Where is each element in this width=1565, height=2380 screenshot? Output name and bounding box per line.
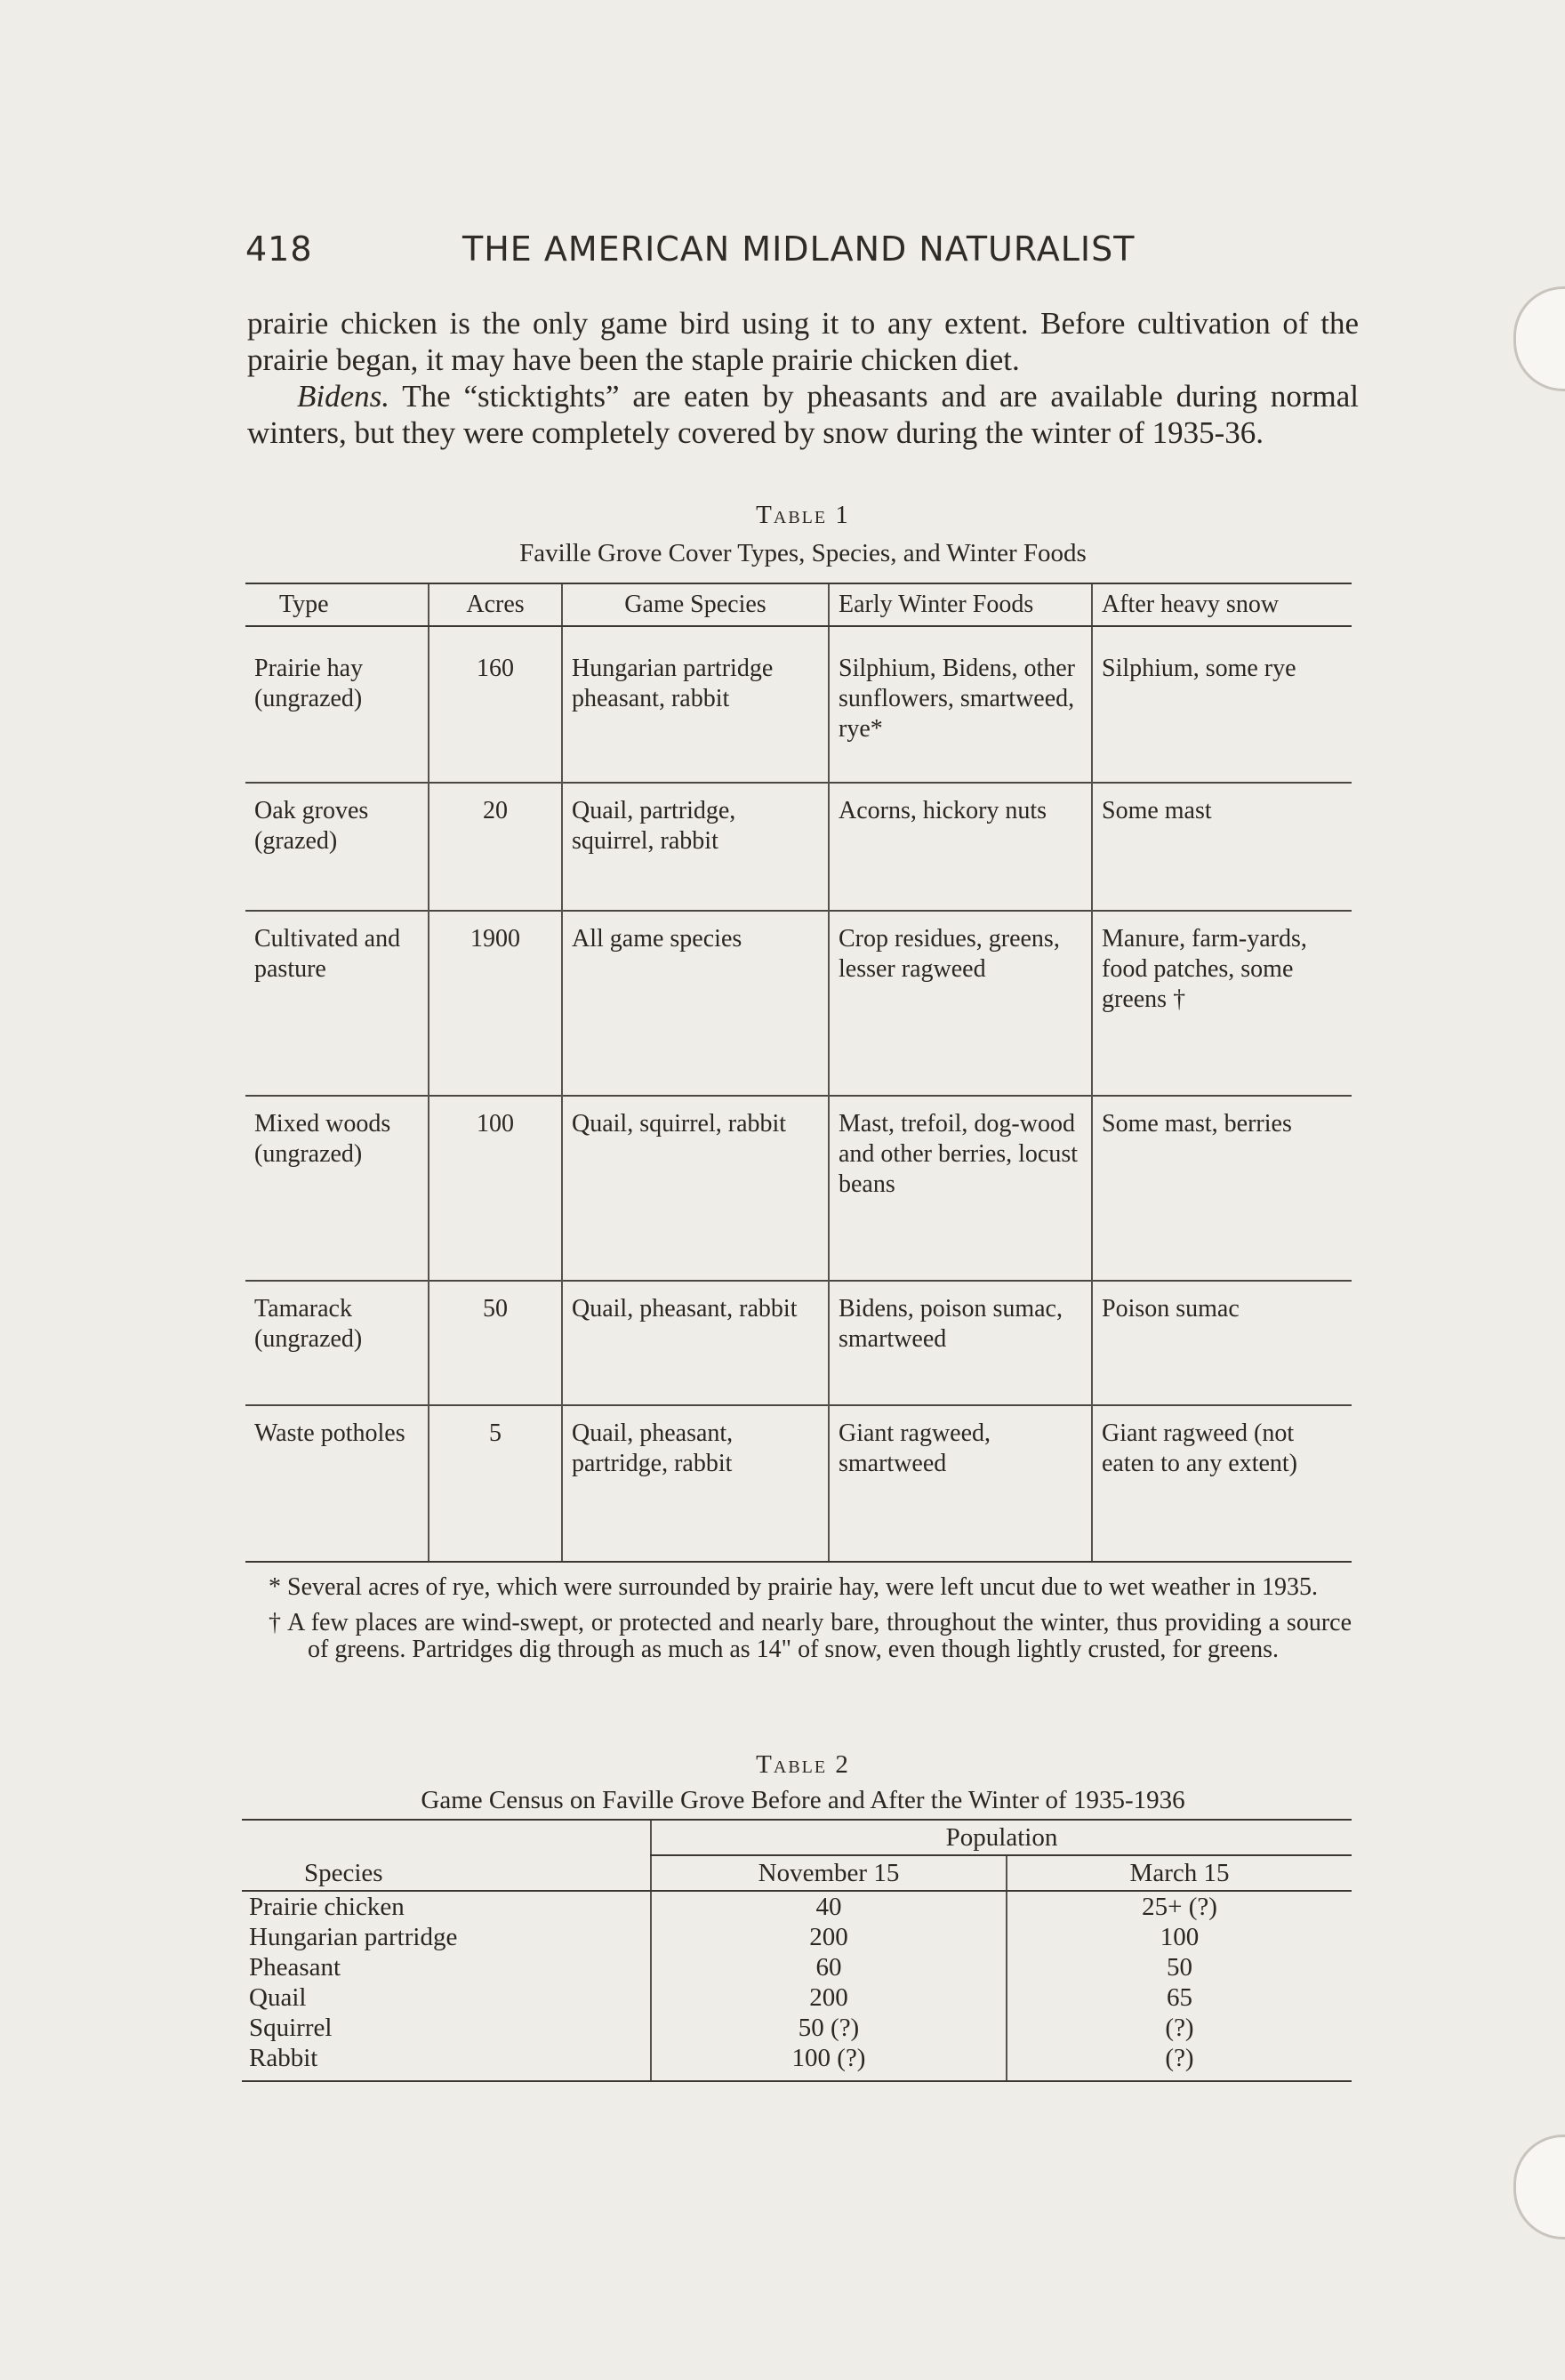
table-cell: Squirrel: [249, 2014, 333, 2042]
table-cell: 5: [429, 1405, 562, 1562]
table-cell: Acorns, hickory nuts: [829, 783, 1092, 911]
table-row: [245, 783, 1352, 911]
table-cell: Prairie chicken: [249, 1893, 405, 1921]
table-cell: Silphium, some rye: [1092, 626, 1352, 783]
table-cell: 200: [651, 1982, 1007, 2013]
table2-label: Table 2: [756, 1750, 850, 1779]
journal-title: THE AMERICAN MIDLAND NATURALIST: [462, 229, 1136, 269]
table2-col-november: November 15: [651, 1855, 1007, 1891]
table-cell: Poison sumac: [1092, 1281, 1352, 1405]
table-cell: Quail, partridge, squirrel, rabbit: [562, 783, 829, 911]
table1-col-type: Type: [245, 583, 429, 626]
table-cell: Giant ragweed (not eaten to any extent): [1092, 1405, 1352, 1562]
table2-col-march: March 15: [1007, 1855, 1352, 1891]
page-number: 418: [245, 229, 313, 269]
table-cell: Quail, pheasant, partridge, rabbit: [562, 1405, 829, 1562]
table2-title: Game Census on Faville Grove Before and After the Winter of 1935-1936: [421, 1786, 1185, 1814]
table-cell: Bidens, poison sumac, smartweed: [829, 1281, 1092, 1405]
table1-header-row: [245, 583, 1352, 626]
table-cell: 200: [651, 1922, 1007, 1952]
table-cell: Mast, trefoil, dog-wood and other berries, locust beans: [829, 1096, 1092, 1281]
table1-col-acres: Acres: [429, 583, 562, 626]
table-cell: 160: [429, 626, 562, 783]
table-cell: 50: [1007, 1952, 1352, 1982]
table1-label: Table 1: [756, 501, 850, 529]
table1-col-after-snow: After heavy snow: [1092, 583, 1352, 626]
table-cell: All game species: [562, 911, 829, 1096]
binder-hole-bottom: [1513, 2135, 1565, 2239]
table2: [242, 1819, 1352, 2082]
body-text: [247, 305, 1359, 451]
table-cell: (?): [1007, 2043, 1352, 2081]
table1: [245, 583, 1352, 1563]
table2-col-species: Species: [242, 1820, 651, 1891]
table-cell: 20: [429, 783, 562, 911]
footnote-greens: † A few places are wind-swept, or protected and nearly bare, throughout the winter, thus providing a source of greens. Partridges dig through as much as 14" of snow, even though lightly crusted, for greens.: [269, 1609, 1352, 1663]
table-cell: Prairie hay (ungrazed): [245, 626, 429, 783]
table-cell: Giant ragweed, smartweed: [829, 1405, 1092, 1562]
table-cell: Quail, pheasant, rabbit: [562, 1281, 829, 1405]
table-cell: Quail: [249, 1983, 307, 2012]
paragraph-2-text: The “sticktights” are eaten by pheasants and are available during normal winters, but they were completely covered by snow during the winter of 1935-36.: [247, 379, 1359, 450]
table-cell: 25+ (?): [1007, 1891, 1352, 1922]
table-row: [242, 2013, 1352, 2043]
table-row: [242, 1982, 1352, 2013]
table-cell: 100: [1007, 1922, 1352, 1952]
table-cell: Pheasant: [249, 1953, 341, 1982]
footnote-rye: * Several acres of rye, which were surrounded by prairie hay, were left uncut due to wet weather in 1935.: [269, 1573, 1318, 1601]
table-cell: Crop residues, greens, lesser ragweed: [829, 911, 1092, 1096]
table1-col-early-winter-foods: Early Winter Foods: [829, 583, 1092, 626]
table-row: [245, 1281, 1352, 1405]
table-row: [245, 911, 1352, 1096]
table-cell: Tamarack (ungrazed): [245, 1281, 429, 1405]
table-row: [245, 1096, 1352, 1281]
table-cell: (?): [1007, 2013, 1352, 2043]
table-cell: 40: [651, 1891, 1007, 1922]
table-cell: Waste potholes: [245, 1405, 429, 1562]
paragraph-2-term: Bidens.: [297, 379, 390, 414]
table-cell: Some mast, berries: [1092, 1096, 1352, 1281]
paragraph-1: prairie chicken is the only game bird using it to any extent. Before cultivation of the prairie began, it may have been the staple prairie chicken diet.: [247, 306, 1359, 377]
table2-col-population: Population: [651, 1820, 1352, 1855]
paragraph-2: [247, 378, 1359, 451]
table-cell: 60: [651, 1952, 1007, 1982]
table-cell: Silphium, Bidens, other sunflowers, smartweed, rye*: [829, 626, 1092, 783]
table-cell: Mixed woods (ungrazed): [245, 1096, 429, 1281]
table-cell: Hungarian partridge pheasant, rabbit: [562, 626, 829, 783]
table-cell: 1900: [429, 911, 562, 1096]
table-row: [242, 1922, 1352, 1952]
table1-col-game-species: Game Species: [562, 583, 829, 626]
table-cell: Oak groves (grazed): [245, 783, 429, 911]
table-row: [245, 1405, 1352, 1562]
table2-header-row-1: [242, 1820, 1352, 1855]
table-row: [245, 626, 1352, 783]
table-cell: Cultivated and pasture: [245, 911, 429, 1096]
table-row: [242, 1891, 1352, 1922]
table-cell: 100: [429, 1096, 562, 1281]
table-cell: 65: [1007, 1982, 1352, 2013]
table-row: [242, 1952, 1352, 1982]
table-cell: Hungarian partridge: [249, 1923, 458, 1951]
table-cell: Manure, farm-yards, food patches, some greens †: [1092, 911, 1352, 1096]
binder-hole-top: [1513, 286, 1565, 391]
table-cell: 50: [429, 1281, 562, 1405]
table-row: [242, 2043, 1352, 2081]
table-cell: 50 (?): [651, 2013, 1007, 2043]
table-cell: 100 (?): [651, 2043, 1007, 2081]
table-cell: Some mast: [1092, 783, 1352, 911]
table1-footnotes: [245, 1574, 1352, 1672]
table-cell: Quail, squirrel, rabbit: [562, 1096, 829, 1281]
table-cell: Rabbit: [242, 2043, 651, 2081]
table1-title: Faville Grove Cover Types, Species, and Winter Foods: [519, 539, 1087, 567]
